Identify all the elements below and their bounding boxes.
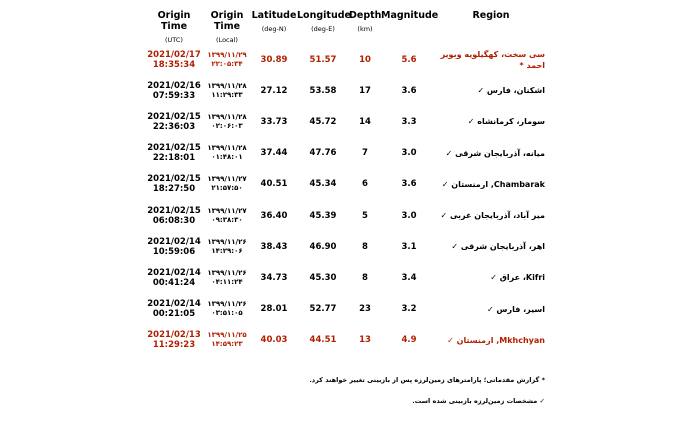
table-row	[145, 200, 545, 231]
utc-time-text: 07:59:33	[152, 90, 196, 101]
table-row	[145, 169, 545, 200]
local-time-text: ۱۳۹۹/۱۱/۲۵	[207, 331, 247, 340]
longitude-text: 52.77	[309, 304, 337, 315]
magnitude-text: 3.4	[401, 272, 417, 283]
depth-text: 7	[362, 148, 368, 159]
region-text: Kifri، عراق ✓	[490, 273, 545, 283]
local-time-text: ۱۳۹۹/۱۱/۲۸	[207, 144, 247, 153]
latitude-text: 38.43	[260, 241, 288, 252]
latitude-text: 37.44	[260, 148, 288, 159]
depth-text: 17	[359, 85, 371, 96]
latitude-cell	[251, 169, 297, 200]
depth-text: 23	[359, 304, 371, 315]
table-row	[145, 106, 545, 137]
local-time-text: ۲۲:۰۵:۳۴	[211, 59, 243, 68]
depth-cell	[349, 169, 381, 200]
latitude-text: 34.73	[260, 272, 288, 283]
latitude-cell	[251, 106, 297, 137]
depth-cell	[349, 325, 381, 356]
magnitude-cell	[381, 200, 437, 231]
longitude-cell	[297, 231, 349, 262]
utc-time-cell	[145, 262, 203, 293]
region-cell	[437, 200, 545, 231]
depth-text: 5	[362, 210, 368, 221]
depth-text: 14	[359, 116, 371, 127]
local-time-cell	[203, 138, 251, 169]
local-time-text: ۰۴:۱۱:۲۴	[211, 277, 243, 286]
region-cell	[437, 75, 545, 106]
latitude-cell	[251, 231, 297, 262]
local-time-text: ۰۲:۰۶:۰۳	[211, 121, 243, 130]
local-time-text: ۱۳۹۹/۱۱/۲۷	[207, 206, 247, 215]
magnitude-cell	[381, 325, 437, 356]
depth-cell	[349, 262, 381, 293]
local-time-text: ۱۳۹۹/۱۱/۲۹	[207, 50, 247, 59]
utc-time-text: 2021/02/16	[147, 80, 201, 91]
local-time-text: ۱۳۹۹/۱۱/۲۸	[207, 112, 247, 121]
utc-time-text: 06:08:30	[152, 215, 196, 226]
utc-time-text: 2021/02/17	[147, 49, 201, 60]
longitude-text: 51.57	[309, 54, 337, 65]
local-time-cell	[203, 262, 251, 293]
region-cell	[437, 138, 545, 169]
depth-cell	[349, 294, 381, 325]
utc-time-text: 2021/02/14	[147, 236, 201, 247]
reviewed-note: ✓ مشخصات زمین‌لرزه بازبینی شده است.	[412, 397, 545, 405]
latitude-text: 40.51	[260, 179, 288, 190]
latitude-text: 27.12	[260, 85, 288, 96]
latitude-text: 33.73	[260, 116, 288, 127]
col-origin-time-local: Origin Time (Local)	[210, 10, 244, 44]
depth-cell	[349, 231, 381, 262]
latitude-cell	[251, 200, 297, 231]
utc-time-text: 22:18:01	[152, 153, 196, 164]
region-cell	[437, 231, 545, 262]
region-text: سی سخت، کهگیلویه وبویر احمد *	[440, 49, 545, 70]
utc-time-text: 00:21:05	[152, 309, 196, 320]
magnitude-cell	[381, 106, 437, 137]
utc-time-cell	[145, 44, 203, 75]
magnitude-cell	[381, 169, 437, 200]
magnitude-text: 3.6	[401, 85, 417, 96]
magnitude-cell	[381, 75, 437, 106]
latitude-cell	[251, 325, 297, 356]
local-time-cell	[203, 200, 251, 231]
magnitude-text: 3.6	[401, 179, 417, 190]
col-longitude: Longitude (deg-E)	[297, 10, 351, 33]
local-time-text: ۱۳۹۹/۱۱/۲۷	[207, 175, 247, 184]
longitude-text: 45.72	[309, 116, 337, 127]
region-cell	[437, 262, 545, 293]
latitude-text: 30.89	[260, 54, 288, 65]
utc-time-text: 2021/02/15	[147, 174, 201, 185]
magnitude-text: 3.2	[401, 304, 417, 315]
longitude-text: 45.34	[309, 179, 337, 190]
utc-time-cell	[145, 231, 203, 262]
region-text: Mkhchyan, ارمنستان ✓	[447, 335, 545, 345]
local-time-cell	[203, 169, 251, 200]
region-text: سومار، کرمانشاه ✓	[467, 117, 545, 127]
magnitude-cell	[381, 44, 437, 75]
region-text: اشکنان، فارس ✓	[477, 86, 545, 96]
col-magnitude: Magnitude	[381, 10, 439, 21]
region-cell	[437, 106, 545, 137]
local-time-cell	[203, 44, 251, 75]
utc-time-cell	[145, 75, 203, 106]
depth-cell	[349, 75, 381, 106]
longitude-cell	[297, 106, 349, 137]
local-time-text: ۱۴:۵۹:۲۳	[211, 340, 243, 349]
depth-text: 13	[359, 335, 371, 346]
utc-time-text: 2021/02/13	[147, 330, 201, 341]
local-time-text: ۱۳۹۹/۱۱/۲۸	[207, 81, 247, 90]
utc-time-cell	[145, 294, 203, 325]
table-row	[145, 325, 545, 356]
col-origin-time-utc: Origin Time (UTC)	[157, 10, 191, 44]
col-region: Region	[472, 10, 510, 21]
depth-cell	[349, 44, 381, 75]
table-row	[145, 262, 545, 293]
depth-text: 8	[362, 241, 368, 252]
local-time-text: ۱۳۹۹/۱۱/۲۶	[207, 268, 247, 277]
table-row	[145, 231, 545, 262]
depth-text: 8	[362, 272, 368, 283]
longitude-cell	[297, 138, 349, 169]
utc-time-cell	[145, 138, 203, 169]
depth-cell	[349, 200, 381, 231]
region-text: میر آباد، آذربایجان غربی ✓	[440, 211, 545, 221]
local-time-text: ۱۱:۲۹:۳۳	[211, 90, 243, 99]
magnitude-text: 3.0	[401, 148, 417, 159]
longitude-cell	[297, 325, 349, 356]
utc-time-text: 00:41:24	[152, 277, 196, 288]
local-time-text: ۰۱:۴۸:۰۱	[211, 153, 243, 162]
depth-text: 10	[359, 54, 371, 65]
depth-text: 6	[362, 179, 368, 190]
table-row	[145, 75, 545, 106]
utc-time-text: 2021/02/15	[147, 143, 201, 154]
local-time-text: ۱۴:۲۹:۰۶	[211, 246, 243, 255]
region-cell	[437, 169, 545, 200]
col-depth: Depth (km)	[349, 10, 382, 33]
longitude-cell	[297, 75, 349, 106]
local-time-text: ۱۳۹۹/۱۱/۲۶	[207, 300, 247, 309]
longitude-cell	[297, 262, 349, 293]
latitude-text: 40.03	[260, 335, 288, 346]
longitude-cell	[297, 44, 349, 75]
utc-time-text: 10:59:06	[152, 246, 196, 257]
latitude-cell	[251, 294, 297, 325]
depth-cell	[349, 106, 381, 137]
utc-time-cell	[145, 200, 203, 231]
longitude-text: 45.39	[309, 210, 337, 221]
local-time-cell	[203, 325, 251, 356]
latitude-cell	[251, 138, 297, 169]
utc-time-cell	[145, 169, 203, 200]
region-cell	[437, 294, 545, 325]
magnitude-cell	[381, 231, 437, 262]
magnitude-cell	[381, 138, 437, 169]
earthquake-table	[145, 8, 545, 356]
magnitude-cell	[381, 262, 437, 293]
utc-time-text: 2021/02/15	[147, 205, 201, 216]
local-time-cell	[203, 106, 251, 137]
longitude-cell	[297, 169, 349, 200]
table-row	[145, 138, 545, 169]
magnitude-text: 3.0	[401, 210, 417, 221]
latitude-cell	[251, 44, 297, 75]
table-row	[145, 44, 545, 75]
region-text: اسیر، فارس ✓	[486, 304, 545, 314]
longitude-text: 45.30	[309, 272, 337, 283]
header-row	[145, 8, 545, 44]
region-text: میانه، آذربایجان شرقی ✓	[445, 148, 545, 158]
local-time-text: ۰۹:۳۸:۳۰	[211, 215, 243, 224]
utc-time-text: 11:29:23	[152, 340, 196, 351]
utc-time-text: 2021/02/14	[147, 299, 201, 310]
utc-time-text: 18:35:34	[152, 59, 196, 70]
longitude-cell	[297, 200, 349, 231]
magnitude-text: 4.9	[401, 335, 417, 346]
local-time-cell	[203, 75, 251, 106]
local-time-cell	[203, 231, 251, 262]
region-text: Chambarak, ارمنستان ✓	[441, 179, 545, 189]
local-time-text: ۰۳:۵۱:۰۵	[211, 309, 243, 318]
depth-cell	[349, 138, 381, 169]
local-time-text: ۱۳۹۹/۱۱/۲۶	[207, 237, 247, 246]
region-cell	[437, 325, 545, 356]
region-cell	[437, 44, 545, 75]
local-time-text: ۲۱:۵۷:۵۰	[211, 184, 243, 193]
magnitude-text: 3.1	[401, 241, 417, 252]
preliminary-note: * گزارش مقدماتی؛ پارامترهای زمین‌لرزه پس از بازبینی تغییر خواهند کرد.	[309, 376, 545, 384]
latitude-cell	[251, 75, 297, 106]
latitude-text: 36.40	[260, 210, 288, 221]
latitude-text: 28.01	[260, 304, 288, 315]
longitude-text: 44.51	[309, 335, 337, 346]
longitude-text: 46.90	[309, 241, 337, 252]
utc-time-cell	[145, 106, 203, 137]
utc-time-text: 18:27:50	[152, 184, 196, 195]
longitude-text: 47.76	[309, 148, 337, 159]
utc-time-cell	[145, 325, 203, 356]
utc-time-text: 2021/02/14	[147, 267, 201, 278]
table-row	[145, 294, 545, 325]
magnitude-cell	[381, 294, 437, 325]
region-text: اهر، آذربایجان شرقی ✓	[451, 242, 545, 252]
earthquake-report	[145, 8, 545, 433]
latitude-cell	[251, 262, 297, 293]
longitude-cell	[297, 294, 349, 325]
utc-time-text: 2021/02/15	[147, 111, 201, 122]
utc-time-text: 22:36:03	[152, 121, 196, 132]
col-latitude: Latitude (deg-N)	[251, 10, 297, 33]
magnitude-text: 5.6	[401, 54, 417, 65]
footnotes	[145, 375, 545, 417]
local-time-cell	[203, 294, 251, 325]
magnitude-text: 3.3	[401, 116, 417, 127]
longitude-text: 53.58	[309, 85, 337, 96]
